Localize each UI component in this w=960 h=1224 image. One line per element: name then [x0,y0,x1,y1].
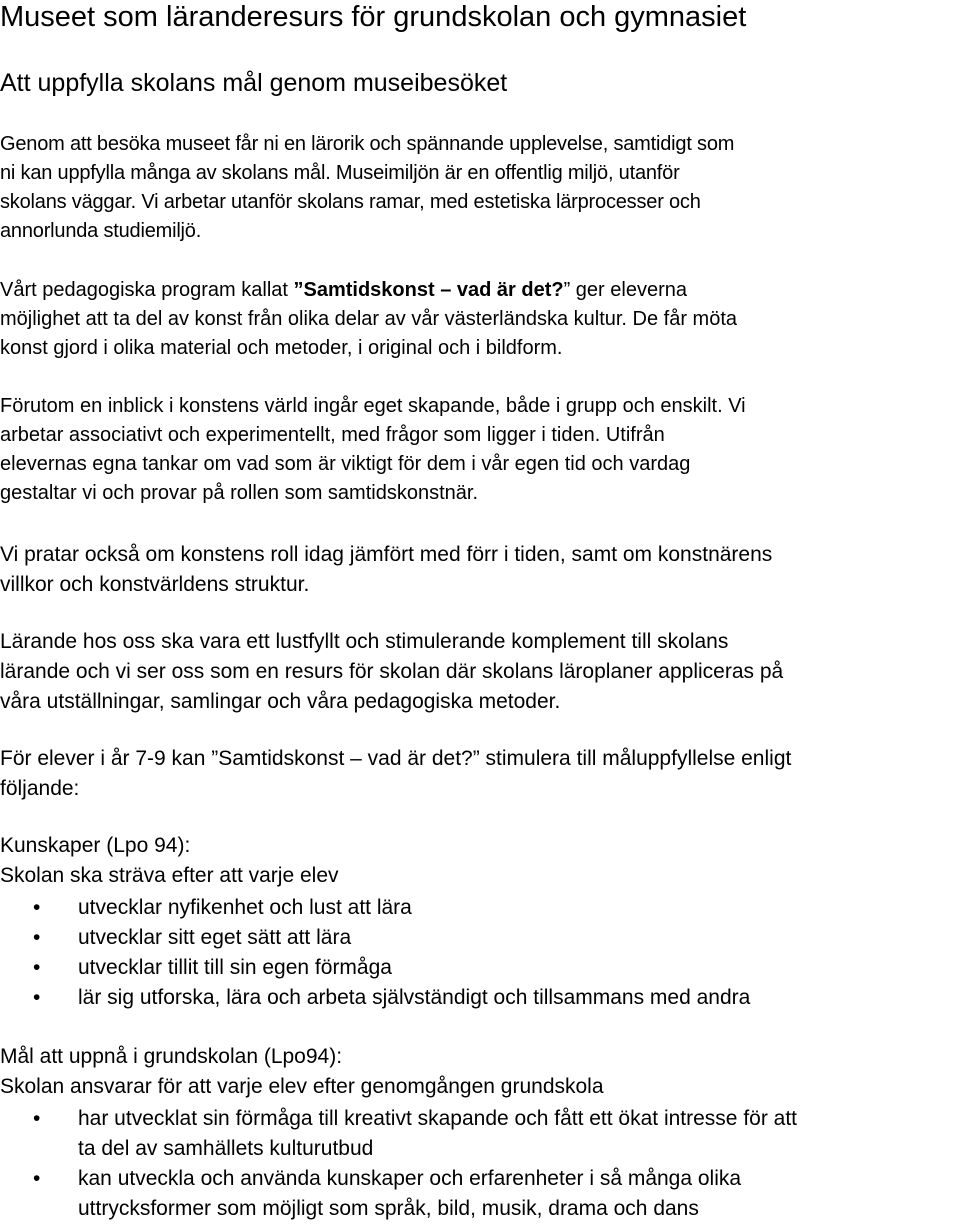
bullet-icon: • [33,896,41,919]
goals-lead: Skolan ansvarar för att varje elev efter genomgången grundskola [0,1075,604,1098]
list-item: • har utvecklat sin förmåga till kreativt skapande och fått ett ökat intresse för att ta del av samhällets kulturutbud [0,1104,960,1164]
text-line: Genom att besöka museet får ni en lärorik och spännande upplevelse, samtidigt som [0,133,735,155]
text-line: våra utställningar, samlingar och våra pedagogiska metoder. [0,690,561,713]
text-line: Lärande hos oss ska vara ett lustfyllt och stimulerande komplement till skolans [0,630,729,653]
knowledge-lead: Skolan ska sträva efter att varje elev [0,864,339,887]
program-intro-text: Vårt pedagogiska program kallat [0,279,294,301]
text-line: Vi pratar också om konstens roll idag jämfört med förr i tiden, samt om konstnärens [0,543,773,566]
text-line: annorlunda studiemiljö. [0,220,202,242]
goals-section [0,1042,960,1102]
learning-paragraph [0,627,960,717]
bullet-icon: • [33,956,41,979]
program-name: ”Samtidskonst – vad är det? [293,279,564,301]
bullet-icon: • [33,1167,41,1190]
page-subtitle: Att uppfylla skolans mål genom museibesöket [0,69,508,97]
goals-list [0,1104,960,1224]
list-item: • kan utveckla och använda kunskaper och erfarenheter i så många olika uttrycksformer som möjligt som språk, bild, musik, drama och dans [0,1164,960,1224]
list-item: • lär sig utforska, lära och arbeta självständigt och tillsammans med andra [0,983,960,1013]
history-paragraph [0,540,960,600]
program-paragraph [0,276,960,363]
knowledge-heading: Kunskaper (Lpo 94): [0,834,191,857]
creative-paragraph [0,392,960,508]
text-line: följande: [0,777,80,800]
list-item: • utvecklar tillit till sin egen förmåga [0,953,960,983]
page-title: Museet som läranderesurs för grundskolan och gymnasiet [0,1,747,33]
text-line [0,276,960,305]
text-line: lärande och vi ser oss som en resurs för skolan där skolans läroplaner appliceras på [0,660,784,683]
text-line: gestaltar vi och provar på rollen som samtidskonstnär. [0,482,478,504]
text-line: För elever i år 7-9 kan ”Samtidskonst – vad är det?” stimulera till måluppfyllelse enligt [0,747,792,770]
goals-heading: Mål att uppnå i grundskolan (Lpo94): [0,1045,343,1068]
list-item: • utvecklar nyfikenhet och lust att lära [0,893,960,923]
text-line: elevernas egna tankar om vad som är viktigt för dem i vår egen tid och vardag [0,453,691,475]
text-line: Förutom en inblick i konstens värld ingår eget skapande, både i grupp och enskilt. Vi [0,395,746,417]
text-line: konst gjord i olika material och metoder, i original och i bildform. [0,337,563,359]
text-line: arbetar associativt och experimentellt, med frågor som ligger i tiden. Utifrån [0,424,665,446]
text-line: möjlighet att ta del av konst från olika delar av vår västerländska kultur. De får möta [0,308,738,330]
text-line: ni kan uppfylla många av skolans mål. Museimiljön är en offentlig miljö, utanför [0,162,680,184]
list-item: • utvecklar sitt eget sätt att lära [0,923,960,953]
knowledge-section [0,831,960,891]
intro-paragraph [0,130,960,246]
bullet-icon: • [33,926,41,949]
bullet-icon: • [33,1107,41,1130]
grades-paragraph [0,744,960,804]
program-tail-text: ” ger eleverna [563,279,687,301]
knowledge-list [0,893,960,1013]
text-line: villkor och konstvärldens struktur. [0,573,310,596]
bullet-icon: • [33,986,41,1009]
text-line: skolans väggar. Vi arbetar utanför skolans ramar, med estetiska lärprocesser och [0,191,701,213]
